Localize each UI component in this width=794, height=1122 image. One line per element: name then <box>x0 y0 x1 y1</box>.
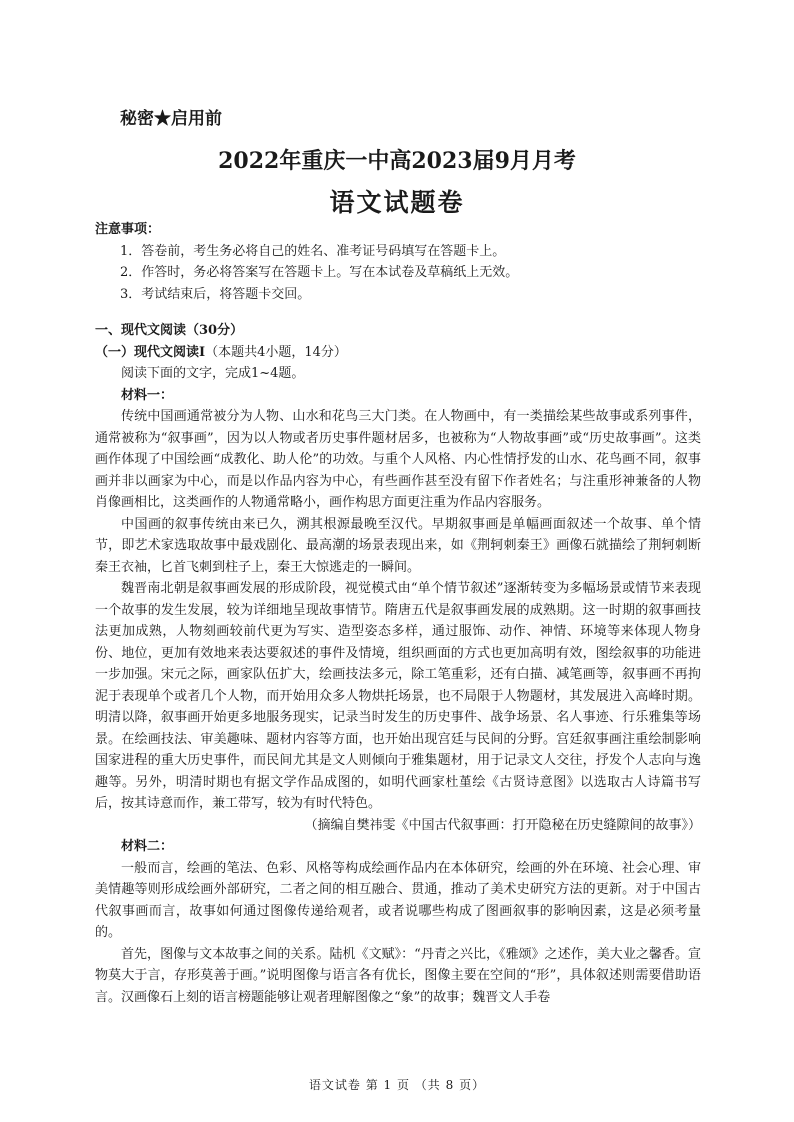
sub-section-heading <box>95 342 701 364</box>
paper-subtitle: 语文试题卷 <box>329 188 465 217</box>
notes-item: 3．考试结束后，将答题卡交回。 <box>120 286 311 302</box>
reading-instruction: 阅读下面的文字，完成1~4题。 <box>121 366 305 381</box>
notes-heading: 注意事项： <box>95 222 161 237</box>
secret-label: 秘密★启用前 <box>120 109 222 129</box>
sub-heading-title: （一）现代文阅读Ⅰ <box>95 344 206 360</box>
notes-section <box>95 219 701 305</box>
material2-paragraph: 首先，图像与文本故事之间的关系。陆机《文赋》：“丹青之兴比，《雅颂》之述作，美大业之馨香。宣物莫大于言，存形莫善于画。”说明图像与语言各有优长，图像主要在空间的“形”，具体叙述则需要借助语言。汉画像石上刻的语言榜题能够让观者理解图像之“象”的故事；魏晋文人手卷 <box>95 946 701 1005</box>
material1-paragraph: 传统中国画通常被分为人物、山水和花鸟三大门类。在人物画中，有一类描绘某些故事或系列事件，通常被称为“叙事画”，因为以人物或者历史事件题材居多，也被称为“人物故事画”或“历史故事画”。这类画作体现了中国绘画“成教化、助人伦”的功效。与重个人风格、内心性情抒发的山水、花鸟画不同，叙事画并非以画家为中心，而是以作品内容为中心，有些画作甚至没有留下作者姓名；与注重形神兼备的人物肖像画相比，这类画作的人物通常略小，画作构思方面更注重为作品内容服务。 <box>95 409 701 510</box>
material2-label: 材料二： <box>121 839 174 854</box>
material1-source: （摘编自樊祎雯《中国古代叙事画：打开隐秘在历史缝隙间的故事》） <box>304 817 701 833</box>
sub-heading-note: （本题共4小题，14分） <box>205 344 347 360</box>
notes-item: 1．答卷前，考生务必将自己的姓名、准考证号码填写在答题卡上。 <box>120 243 506 259</box>
exam-title: 2022年重庆一中高2023届9月月考 <box>218 148 576 174</box>
material1-label: 材料一： <box>121 387 174 403</box>
section-heading: 一、现代文阅读（30分） <box>95 323 244 338</box>
notes-item: 2．作答时，务必将答案写在答题卡上。写在本试卷及草稿纸上无效。 <box>120 265 519 280</box>
material1-paragraph: 魏晋南北朝是叙事画发展的形成阶段，视觉模式由“单个情节叙述”逐渐转变为多幅场景或情节来表现一个故事的发生发展，较为详细地呈现故事情节。隋唐五代是叙事画发展的成熟期。这一时期的叙事画技法更加成熟，人物刻画较前代更为写实、造型姿态多样，通过服饰、动作、神情、环境等来体现人物身份、地位，更加有效地来表达要叙述的事件及情境，组织画面的方式也更加高明有效，图绘叙事的功能进一步加强。宋元之际，画家队伍扩大，绘画技法多元，除工笔重彩，还有白描、减笔画等，叙事画不再拘泥于表现单个或者几个人物，而开始用众多人物烘托场景，也不局限于人物题材，其发展进入高峰时期。明清以降，叙事画开始更多地服务现实，记录当时发生的历史事件、战争场景、名人事迹、行乐雅集等场景。在绘画技法、审美趣味、题材内容等方面，也开始出现宫廷与民间的分野。宫廷叙事画注重绘制影响国家进程的重大历史事件，而民间尤其是文人则倾向于雅集题材，用于记录文人交往，抒发个人志向与逸趣等。另外，明清时期也有据文学作品成图的，如明代画家杜堇绘《古贤诗意图》以选取古人诗篇书写后，按其诗意而作，兼工带写，较为有时代特色。 <box>95 581 701 811</box>
reading-section <box>95 320 701 1008</box>
material2-paragraph: 一般而言，绘画的笔法、色彩、风格等构成绘画作品内在本体研究，绘画的外在环境、社会心理、审美情趣等则形成绘画外部研究，二者之间的相互融合、贯通，推动了美术史研究方法的更新。对于中国古代叙事画而言，故事如何通过图像传递给观者，或者说哪些构成了图画叙事的影响因素，这是必须考量的。 <box>95 860 701 940</box>
material1-paragraph: 中国画的叙事传统由来已久，溯其根源最晚至汉代。早期叙事画是单幅画面叙述一个故事、单个情节，即艺术家选取故事中最戏剧化、最高潮的场景表现出来，如《荆轲刺秦王》画像石就描绘了荆轲刺断秦王衣袖，匕首飞刺到柱子上，秦王大惊逃走的一瞬间。 <box>95 516 701 575</box>
page-footer: 语文试卷 第 1 页 （共 8 页） <box>308 1078 486 1092</box>
